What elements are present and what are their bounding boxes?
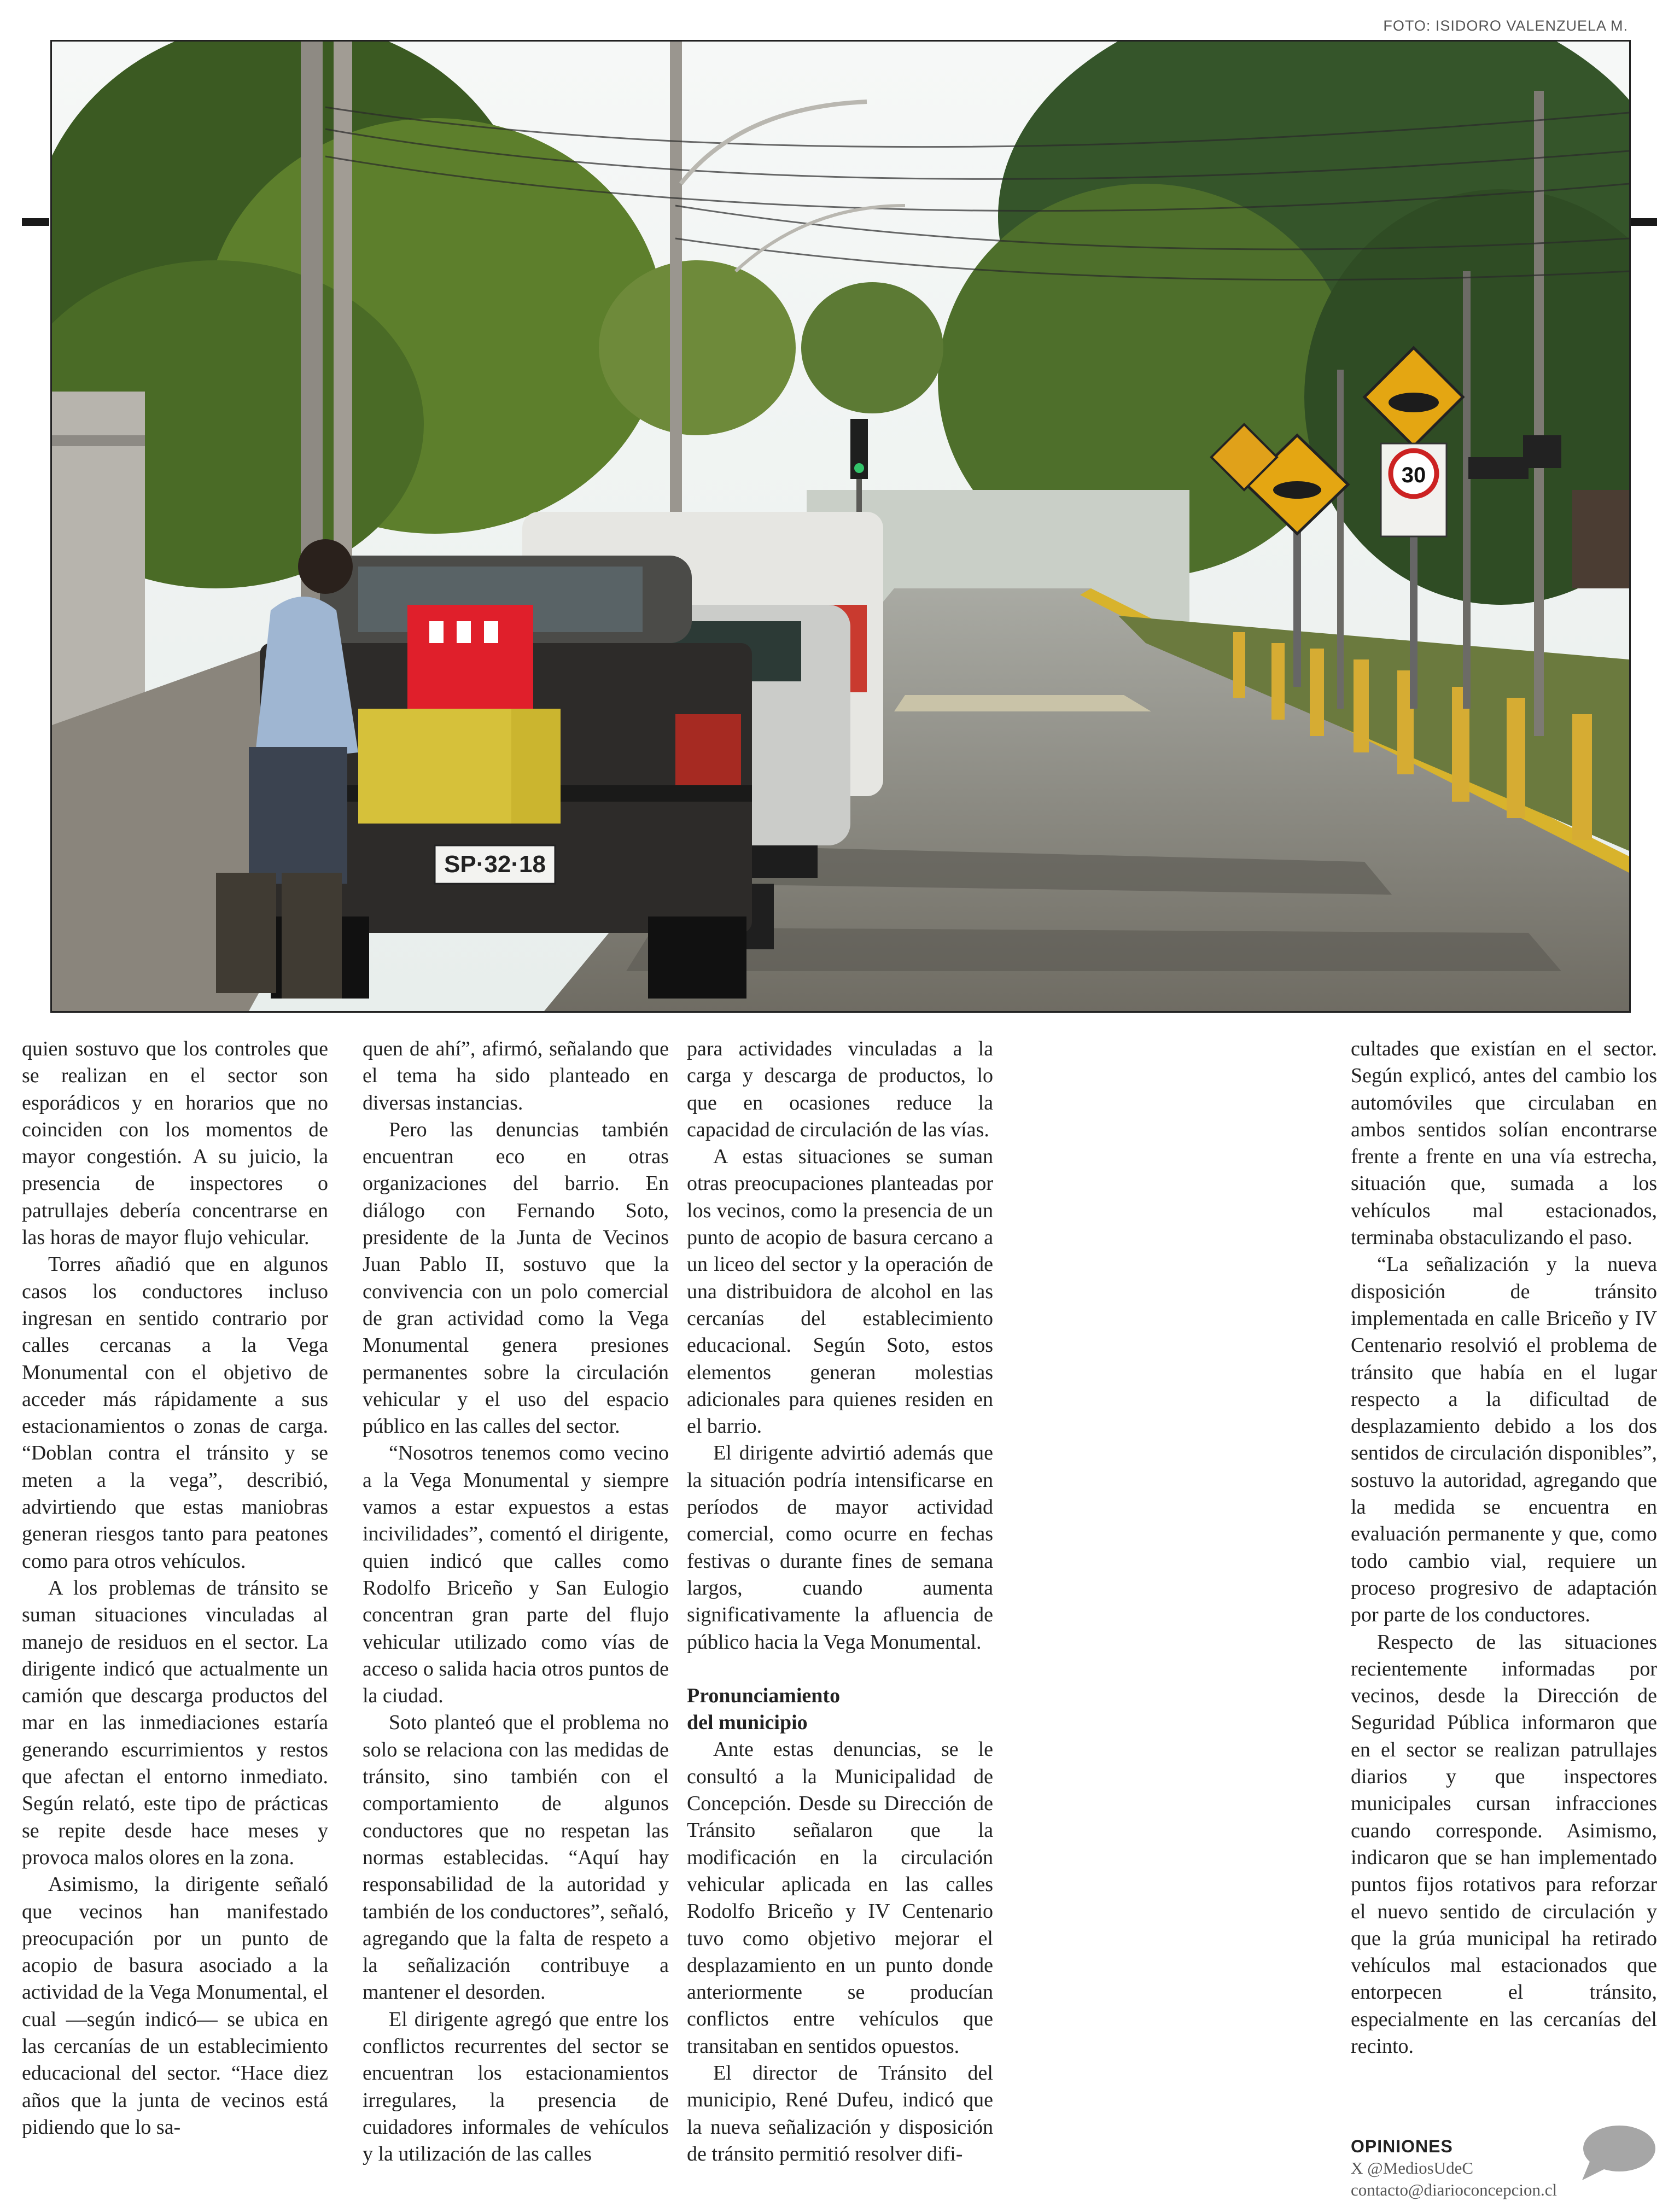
- paragraph: cultades que existían en el sector. Según explicó, antes del cambio los automóviles que circulaban en ambos sentidos solían encontrarse frente a frente en una vía estrecha, situación que, sumada a los vehículos mal estacionados, terminaba obstaculizando el paso.: [1351, 1037, 1657, 1250]
- paragraph: “La señalización y la nueva disposición de tránsito implementada en calle Briceño y IV Centenario resolvió el problema de tránsito que había en el lugar respecto a la dificultad de desplazamiento debido a los dos sentidos de circulación disponibles”, sostuvo la autoridad, agregando que la medida se encuentra en evaluación permanente y que, como todo cambio vial, requiere un proceso progresivo de adaptación por parte de los conductores.: [1351, 1253, 1657, 1627]
- speed-limit-sign: [1381, 443, 1446, 536]
- paragraph: “Nosotros tenemos como vecino a la Vega Monumental y siempre vamos a estar expuestos a estas incivilidades”, comentó el dirigente, quien indicó que calles como Rodolfo Briceño y San Eulogio concentran gran parte del flujo vehicular utilizado como vías de acceso o salida hacia otros puntos de la ciudad.: [363, 1441, 669, 1708]
- subhead-line-2: del municipio: [687, 1711, 808, 1735]
- paragraph: Torres añadió que en algunos casos los conductores incluso ingresan en sentido contrario por calles cercanas a la Vega Monumental con el objetivo de acceder más rápidamente a sus estacionamientos o zonas de carga. “Doblan contra el tránsito y se meten a la vega”, describió, advirtiendo que estas maniobras generan riesgos tanto para peatones como para otros vehículos.: [22, 1253, 328, 1573]
- speed-limit-text: 30: [1401, 463, 1426, 487]
- paragraph: A estas situaciones se suman otras preocupaciones planteadas por los vecinos, como la presencia de un punto de acopio de basura cercano a un liceo del sector y la operación de una distribuidora de alcohol en las cercanías del establecimiento educacional. Según Soto, estos elementos generan molestias adicionales para quienes residen en el barrio.: [687, 1145, 993, 1438]
- section-rule-left: [22, 218, 49, 226]
- contact-email[interactable]: contacto@diarioconcepcion.cl: [1351, 2180, 1558, 2199]
- paragraph: Soto planteó que el problema no solo se relaciona con las medidas de tránsito, sino también con el comportamiento de algunos conductores que no respetan las normas establecidas. “Aquí hay responsabilidad de la autoridad y también de los conductores”, señaló, agregando que la falta de respeto a la señalización contribuye a mantener el desorden.: [363, 1711, 669, 2004]
- paragraph: para actividades vinculadas a la carga y descarga de productos, lo que en ocasiones reduce la capacidad de circulación de las vías.: [687, 1037, 993, 1141]
- article-column-2: [363, 1036, 669, 2168]
- paragraph: El dirigente advirtió además que la situación podría intensificarse en períodos de mayor actividad comercial, como ocurre en fechas festivas o durante fines de semana largos, cuando aumenta significativamente la afluencia de público hacia la Vega Monumental.: [687, 1441, 993, 1654]
- section-subhead: [687, 1683, 993, 1737]
- article-column-3: [687, 1036, 993, 2168]
- article-column-4: [1351, 1036, 1657, 2060]
- paragraph: Asimismo, la dirigente señaló que vecinos han manifestado preocupación por un punto de acopio de basura asociado a la actividad de la Vega Monumental, el cual —según indicó— se ubica en las cercanías de un establecimiento educacional del sector. “Hace diez años que la junta de vecinos está pidiendo que lo sa-: [22, 1873, 328, 2139]
- paragraph: Pero las denuncias también encuentran eco en otras organizaciones del barrio. En diálogo con Fernando Soto, presidente de la Junta de Vecinos Juan Pablo II, sostuvo que la convivencia con un polo comercial de gran actividad como la Vega Monumental genera presiones permanentes sobre la circulación vehicular y el uso del espacio público en las calles del sector.: [363, 1118, 669, 1438]
- opinions-heading: OPINIONES: [1351, 2136, 1453, 2156]
- section-rule-right: [1631, 218, 1657, 226]
- social-handle[interactable]: X @MediosUdeC: [1351, 2158, 1474, 2177]
- license-plate: SP·32·18: [444, 851, 546, 878]
- subhead-line-1: Pronunciamiento: [687, 1684, 841, 1707]
- photo-credit: FOTO: ISIDORO VALENZUELA M.: [1383, 17, 1628, 34]
- paragraph: Respecto de las situaciones recientemente informadas por vecinos, desde la Dirección de Seguridad Pública informaron que en el sector se realizan patrullajes diarios y que inspectores municipales cursan infracciones cuando corresponde. Asimismo, indicaron que se han implementado puntos fijos rotativos para reforzar el nuevo sentido de circulación y que la grúa municipal ha retirado vehículos mal estacionados que entorpecen el tránsito, especialmente en las cercanías del recinto.: [1351, 1630, 1657, 2058]
- paragraph: Ante estas denuncias, se le consultó a la Municipalidad de Concepción. Desde su Dirección de Tránsito señalaron que la modificación en la circulación vehicular aplicada en las calles Rodolfo Briceño y IV Centenario tuvo como objetivo mejorar el desplazamiento en un punto donde anteriormente se producían conflictos entre vehículos que transitaban en sentidos opuestos.: [687, 1738, 993, 2058]
- paragraph: quen de ahí”, afirmó, señalando que el tema ha sido planteado en diversas instancias.: [363, 1037, 669, 1114]
- street-photo: [50, 40, 1631, 1013]
- speech-bubble-icon: [1578, 2123, 1657, 2184]
- paragraph: quien sostuvo que los controles que se realizan en el sector son esporádicos y en horarios que no coinciden con los momentos de mayor congestión. A su juicio, la presencia de inspectores o patrullajes debería concentrarse en las horas de mayor flujo vehicular.: [22, 1037, 328, 1250]
- paragraph: A los problemas de tránsito se suman situaciones vinculadas al manejo de residuos en el sector. La dirigente indicó que actualmente un camión que descarga productos del mar en las inmediaciones estaría generando escurrimientos y restos que afectan el entorno inmediato. Según relató, este tipo de prácticas se repite desde hace meses y provoca malos olores en la zona.: [22, 1576, 328, 1869]
- article-column-1: [22, 1036, 328, 2141]
- paragraph: El dirigente agregó que entre los conflictos recurrentes del sector se encuentran los estacionamientos irregulares, la presencia de cuidadores informales de vehículos y la utilización de las calles: [363, 2007, 669, 2166]
- paragraph: El director de Tránsito del municipio, René Dufeu, indicó que la nueva señalización y disposición de tránsito permitió resolver difi-: [687, 2061, 993, 2165]
